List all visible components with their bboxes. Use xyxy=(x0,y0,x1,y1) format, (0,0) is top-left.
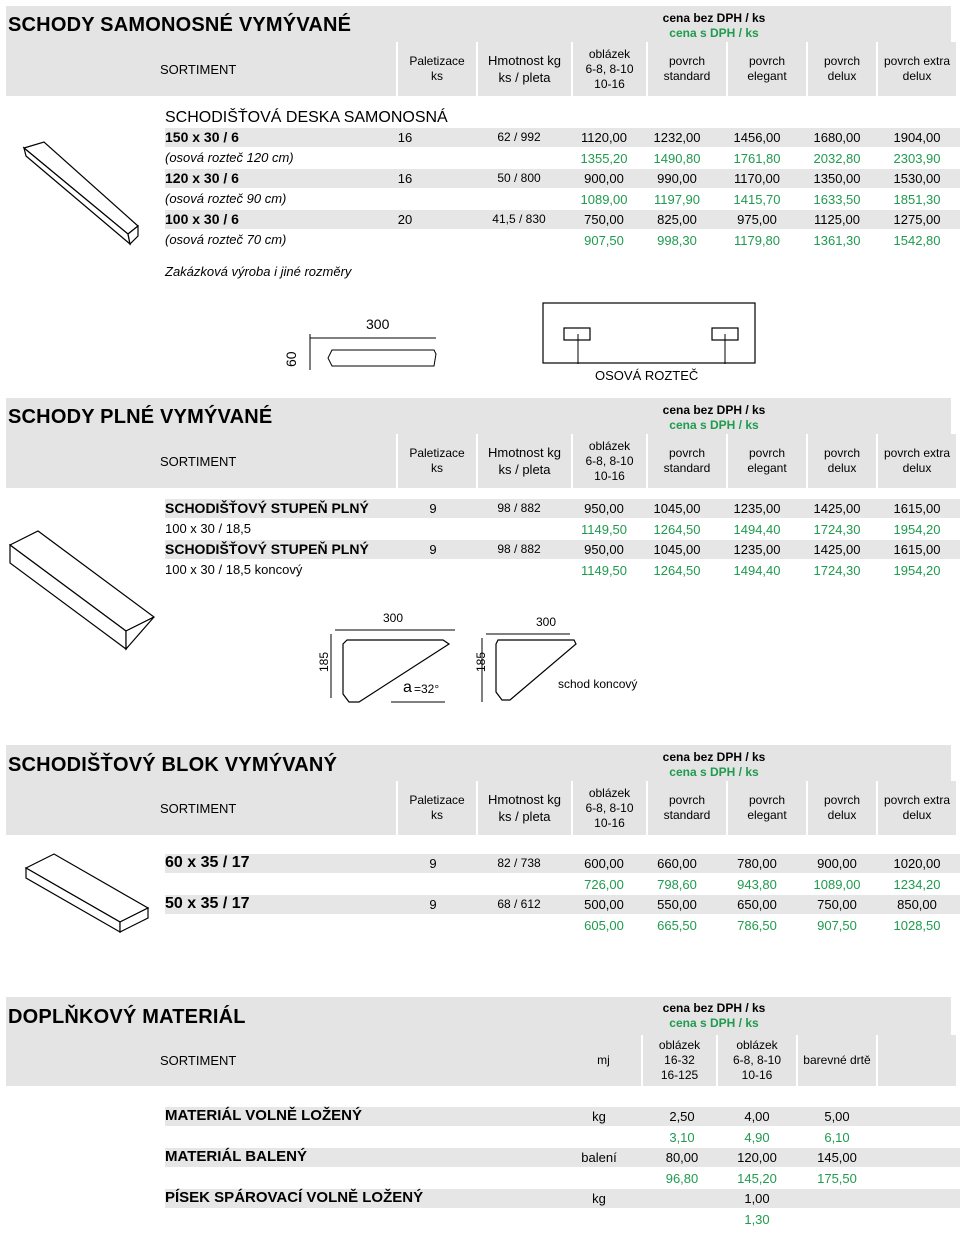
table-row: 150 x 30 / 6 16 62 / 992 1120,00 1232,00 1456,00 1680,00 1904,00 xyxy=(165,128,960,147)
column-header-3 xyxy=(6,781,956,835)
price-without-vat-label: cena bez DPH / ks xyxy=(662,1001,766,1015)
table-row: MATERIÁL VOLNĚ LOŽENÝ kg 2,50 4,00 5,00 xyxy=(165,1107,960,1126)
table-row: 1,30 xyxy=(744,1212,770,1227)
osova-roztec-label: OSOVÁ ROZTEČ xyxy=(595,368,699,383)
col-oblazek: oblázek 6-8, 8-10 10-16 xyxy=(571,781,646,835)
subtitle-schodistova-deska: SCHODIŠŤOVÁ DESKA SAMONOSNÁ xyxy=(165,109,448,126)
col-elegant: povrch elegant xyxy=(726,781,806,835)
col-hmotnost: Hmotnost kg ks / pleta xyxy=(476,781,571,835)
section-title-schody-plne: SCHODY PLNÉ VYMÝVANÉ xyxy=(8,406,273,428)
table-row: 605,00 665,50 786,50 907,50 1028,50 xyxy=(584,918,941,933)
col-standard: povrch standard xyxy=(646,42,726,96)
table-row: 100 x 30 / 18,5 1149,50 1264,50 1494,40 1724,30 1954,20 xyxy=(165,521,941,537)
dim-label-300-left: 300 xyxy=(383,611,404,625)
table-row: MATERIÁL BALENÝ balení 80,00 120,00 145,00 xyxy=(165,1148,960,1167)
col-sortiment: SORTIMENT xyxy=(160,453,237,469)
angle-value: =32° xyxy=(414,682,440,696)
col-elegant: povrch elegant xyxy=(726,42,806,96)
col-sortiment: SORTIMENT xyxy=(160,1053,237,1068)
col-paletizace: Paletizace ks xyxy=(396,42,476,96)
col-delux: povrch delux xyxy=(806,42,876,96)
price-header-1 xyxy=(639,11,789,41)
price-header-4 xyxy=(639,1001,789,1031)
dim-label-300: 300 xyxy=(366,316,390,332)
col-extra-delux: povrch extra delux xyxy=(876,434,956,488)
price-with-vat-label: cena s DPH / ks xyxy=(669,26,759,40)
custom-production-note: Zakázková výroba i jiné rozměry xyxy=(165,264,352,279)
table-row: 50 x 35 / 17 9 68 / 612 500,00 550,00 650,00 750,00 850,00 xyxy=(165,895,960,914)
col-paletizace: Paletizace ks xyxy=(396,781,476,835)
col-oblazek-16-32: oblázek 16-32 16-125 xyxy=(641,1035,716,1086)
table-row: (osová rozteč 120 cm) 1355,20 1490,80 1761,80 2032,80 2303,90 xyxy=(165,150,941,166)
price-header-3 xyxy=(639,750,789,780)
col-oblazek: oblázek 6-8, 8-10 10-16 xyxy=(571,42,646,96)
table-row: 120 x 30 / 6 16 50 / 800 900,00 990,00 1170,00 1350,00 1530,00 xyxy=(165,169,960,188)
col-sortiment: SORTIMENT xyxy=(160,61,237,77)
col-mj: mj xyxy=(597,1053,610,1067)
solid-step-drawing xyxy=(8,525,158,655)
price-with-vat-label: cena s DPH / ks xyxy=(669,765,759,779)
price-header-2 xyxy=(639,403,789,433)
column-header-2 xyxy=(6,434,956,488)
angle-symbol: a xyxy=(403,679,412,696)
table-row: 3,10 4,90 6,10 xyxy=(669,1130,850,1145)
dim-label-185-left: 185 xyxy=(317,651,331,672)
table-row: SCHODIŠŤOVÝ STUPEŇ PLNÝ 9 98 / 882 950,00 1045,00 1235,00 1425,00 1615,00 xyxy=(165,499,960,518)
table-row: 100 x 30 / 18,5 koncový 1149,50 1264,50 1494,40 1724,30 1954,20 xyxy=(165,562,941,578)
column-header-1 xyxy=(6,42,956,96)
column-header-4 xyxy=(6,1035,956,1086)
col-oblazek-6-8: oblázek 6-8, 8-10 10-16 xyxy=(716,1035,796,1086)
dim-label-185-right: 185 xyxy=(474,651,488,672)
price-with-vat-label: cena s DPH / ks xyxy=(669,418,759,432)
table-row: (osová rozteč 90 cm) 1089,00 1197,90 1415,70 1633,50 1851,30 xyxy=(165,191,941,207)
dim-label-60: 60 xyxy=(283,351,299,367)
end-step-profile-drawing xyxy=(480,632,580,708)
table-row: 726,00 798,60 943,80 1089,00 1234,20 xyxy=(584,877,941,892)
dim-label-300-right: 300 xyxy=(536,615,557,629)
section-title-schody-samonosne: SCHODY SAMONOSNÉ VYMÝVANÉ xyxy=(8,14,352,36)
table-row: 60 x 35 / 17 9 82 / 738 600,00 660,00 780,00 900,00 1020,00 xyxy=(165,854,960,873)
price-without-vat-label: cena bez DPH / ks xyxy=(662,750,766,764)
col-elegant: povrch elegant xyxy=(726,434,806,488)
col-delux: povrch delux xyxy=(806,781,876,835)
price-with-vat-label: cena s DPH / ks xyxy=(669,1016,759,1030)
col-barevne-drte: barevné drtě xyxy=(796,1035,876,1086)
col-oblazek: oblázek 6-8, 8-10 10-16 xyxy=(571,434,646,488)
table-row: 96,80 145,20 175,50 xyxy=(665,1171,857,1186)
col-hmotnost: Hmotnost kg ks / pleta xyxy=(476,434,571,488)
table-row: (osová rozteč 70 cm) 907,50 998,30 1179,80 1361,30 1542,80 xyxy=(165,232,941,248)
col-sortiment: SORTIMENT xyxy=(160,800,237,816)
table-row: 100 x 30 / 6 20 41,5 / 830 750,00 825,00 975,00 1125,00 1275,00 xyxy=(165,210,960,229)
price-without-vat-label: cena bez DPH / ks xyxy=(662,11,766,25)
col-hmotnost: Hmotnost kg ks / pleta xyxy=(476,42,571,96)
price-without-vat-label: cena bez DPH / ks xyxy=(662,403,766,417)
osova-roztec-drawing xyxy=(542,302,756,364)
profile-drawing xyxy=(310,334,440,374)
section-title-schodistovy-blok: SCHODIŠŤOVÝ BLOK VYMÝVANÝ xyxy=(8,754,338,776)
slab-drawing xyxy=(20,130,140,250)
col-extra-delux: povrch extra delux xyxy=(876,42,956,96)
col-empty xyxy=(876,1035,956,1086)
block-drawing xyxy=(24,852,154,934)
col-extra-delux: povrch extra delux xyxy=(876,781,956,835)
end-step-label: schod koncový xyxy=(558,677,638,691)
col-standard: povrch standard xyxy=(646,781,726,835)
col-paletizace: Paletizace ks xyxy=(396,434,476,488)
section-title-doplnkovy-material: DOPLŇKOVÝ MATERIÁL xyxy=(8,1006,246,1028)
col-delux: povrch delux xyxy=(806,434,876,488)
step-profile-drawing xyxy=(325,628,465,708)
table-row: PÍSEK SPÁROVACÍ VOLNĚ LOŽENÝ kg 1,00 xyxy=(165,1189,960,1208)
table-row: SCHODIŠŤOVÝ STUPEŇ PLNÝ 9 98 / 882 950,00 1045,00 1235,00 1425,00 1615,00 xyxy=(165,540,960,559)
col-standard: povrch standard xyxy=(646,434,726,488)
